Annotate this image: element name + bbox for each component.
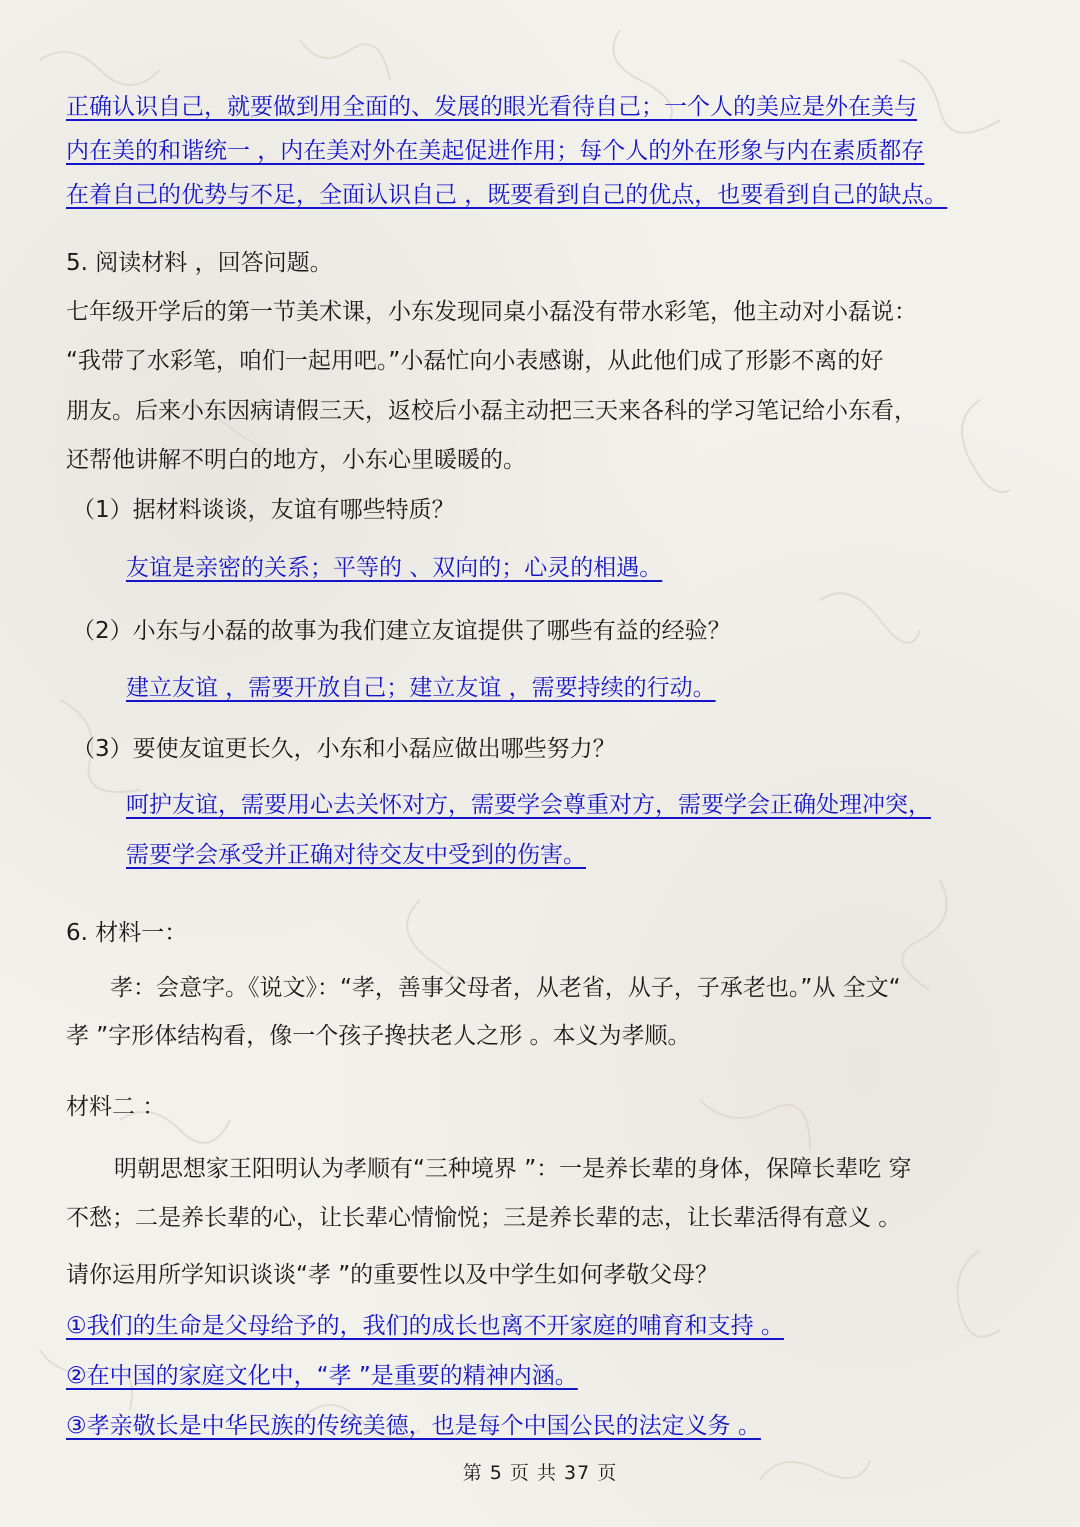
- prev-answer-line-3: 在着自己的优势与不足，全面认识自己 ，既要看到自己的优点，也要看到自己的缺点。: [66, 182, 948, 208]
- q6-answer-line-3: ③孝亲敬长是中华民族的传统美德，也是每个中国公民的法定义务 。: [66, 1413, 761, 1439]
- q6-material2-line-1: 明朝思想家王阳明认为孝顺有“三种境界 ”：一是养长辈的身体，保障长辈吃 穿: [114, 1156, 912, 1182]
- prev-answer-line-1: 正确认识自己，就要做到用全面的、发展的眼光看待自己；一个人的美应是外在美与: [66, 94, 917, 120]
- q5-sub3-answer-line-1: 呵护友谊，需要用心去关怀对方，需要学会尊重对方，需要学会正确处理冲突，: [126, 792, 931, 818]
- q6-title: 6. 材料一：: [66, 920, 188, 946]
- prev-answer-line-2: 内在美的和谐统一 ，内在美对外在美起促进作用；每个人的外在形象与内在素质都存: [66, 138, 925, 164]
- q5-title: 5. 阅读材料 ，回答问题。: [66, 250, 333, 276]
- q6-material1-line-1: 孝：会意字。《说文》：“孝，善事父母者，从老省，从子，子承老也。”从 全文“: [110, 975, 901, 1001]
- q6-material2-line-2: 不愁；二是养长辈的心，让长辈心情愉悦；三是养长辈的志，让长辈活得有意义 。: [66, 1205, 902, 1231]
- q6-material1-line-2: 孝 ”字形体结构看，像一个孩子搀扶老人之形 。本义为孝顺。: [66, 1023, 691, 1049]
- q6-answer-line-2: ②在中国的家庭文化中，“孝 ”是重要的精神内涵。: [66, 1363, 578, 1389]
- q5-material-line-3: 朋友。后来小东因病请假三天，返校后小磊主动把三天来各科的学习笔记给小东看，: [66, 398, 917, 424]
- q6-answer-line-1: ①我们的生命是父母给予的，我们的成长也离不开家庭的哺育和支持 。: [66, 1313, 784, 1339]
- page-footer: 第 5 页 共 37 页: [462, 1462, 618, 1484]
- q5-sub3-answer-line-2: 需要学会承受并正确对待交友中受到的伤害。: [126, 842, 586, 868]
- q5-material-line-1: 七年级开学后的第一节美术课，小东发现同桌小磊没有带水彩笔，他主动对小磊说：: [66, 299, 917, 325]
- q6-material2-label: 材料二 ：: [66, 1094, 166, 1120]
- q5-material-line-2: “我带了水彩笔，咱们一起用吧。”小磊忙向小表感谢，从此他们成了形影不离的好: [66, 348, 884, 374]
- q6-question: 请你运用所学知识谈谈“孝 ”的重要性以及中学生如何孝敬父母？: [66, 1262, 719, 1288]
- q5-material-line-4: 还帮他讲解不明白的地方，小东心里暖暖的。: [66, 447, 526, 473]
- q5-sub1-question: （1）据材料谈谈，友谊有哪些特质？: [72, 497, 455, 523]
- q5-sub1-answer: 友谊是亲密的关系；平等的 、双向的；心灵的相遇。: [126, 555, 663, 581]
- q5-sub2-question: （2）小东与小磊的故事为我们建立友谊提供了哪些有益的经验？: [72, 618, 731, 644]
- q5-sub2-answer: 建立友谊 ，需要开放自己；建立友谊 ，需要持续的行动。: [126, 675, 716, 701]
- q5-sub3-question: （3）要使友谊更长久，小东和小磊应做出哪些努力？: [72, 736, 616, 762]
